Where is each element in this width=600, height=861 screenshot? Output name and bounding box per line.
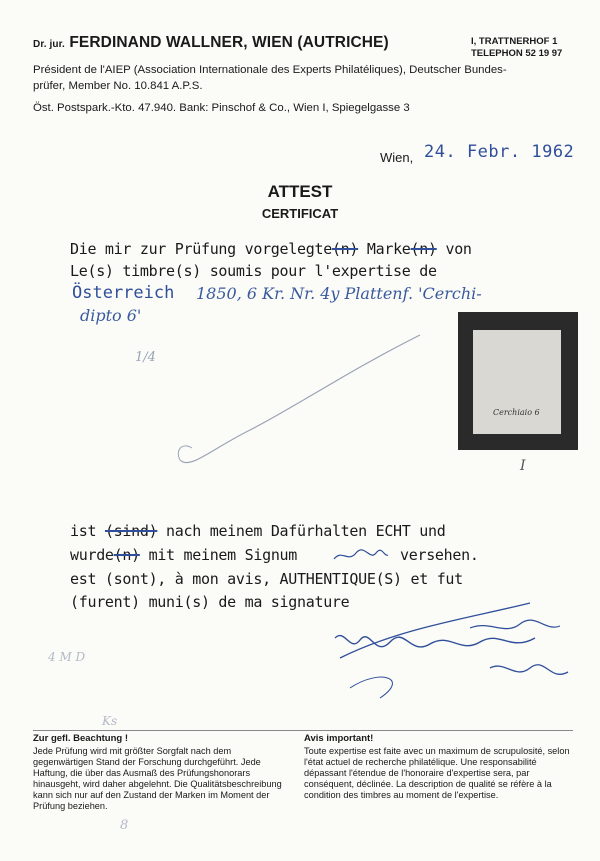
certificate-title: ATTEST [267, 182, 333, 201]
pencil-note-left-2: Ks [102, 714, 118, 728]
date-place: Wien, [380, 150, 414, 165]
address-line-1: I, TRATTNERHOF 1 [471, 36, 558, 47]
pencil-flourish [170, 330, 430, 480]
name-prefix: Dr. jur. [33, 39, 65, 50]
crossed-n-2: (n) [410, 240, 437, 258]
crossed-n-1: (n) [331, 240, 359, 258]
letterhead-address [471, 36, 562, 60]
body-line-3-pre: ist [70, 522, 105, 540]
footer-right-title: Avis important! [304, 733, 374, 744]
address-line-2: TELEPHON 52 19 97 [471, 48, 563, 59]
letterhead-name [33, 34, 389, 52]
stamp-mark: I [520, 458, 526, 474]
handwritten-description-1: 1850, 6 Kr. Nr. 4y Plattenf. 'Cerchi- [196, 284, 482, 303]
crossed-sind: (sind) [104, 522, 158, 540]
body-line-1 [70, 240, 472, 258]
expert-signature [320, 598, 580, 708]
pencil-note-left: 4 M D [48, 650, 86, 664]
letterhead-line-2: prüfer, Member No. 10.841 A.P.S. [33, 80, 203, 92]
body-line-1-mid: Marke [358, 240, 411, 258]
handwritten-description-2: dipto 6' [80, 306, 142, 325]
stamp-photo [473, 330, 561, 434]
footer-right-text: Toute expertise est faite avec un maximum de scrupulosité, selon l'état actuel de recherche philatélique. Une responsabilité dépassant l'étendue de l'honoraire d'expertise sera, par conséquent, déclinée. La description de qualité se réfère à la condition des timbres au moment de l'expertise. [304, 746, 570, 800]
footer-left-text: Jede Prüfung wird mit größter Sorgfalt nach dem gegenwärtigen Stand der Forschung durchgeführt. Jede Haftung, die über das Ausmaß des Prüfungshonorars hinausgeht, wird daher abgelehnt. Die Qualitätsbeschreibung kann sich nur auf den Zustand der Marken im Moment der Prüfung beziehen. [33, 746, 282, 811]
body-line-4-pre: wurde [70, 546, 114, 564]
pencil-note-bottom: 8 [120, 818, 129, 833]
body-line-3-post: nach meinem Dafürhalten ECHT und [157, 522, 446, 540]
body-line-1-pre: Die mir zur Prüfung vorgelegte [70, 240, 332, 258]
body-line-5: est (sont), à mon avis, AUTHENTIQUE(S) et fut [70, 570, 463, 588]
stamp-country: Österreich [72, 283, 175, 303]
body-line-2: Le(s) timbre(s) soumis pour l'expertise de [70, 262, 437, 280]
expert-name: FERDINAND WALLNER, WIEN (AUTRICHE) [69, 34, 389, 51]
body-line-6: (furent) muni(s) de ma signature [70, 593, 350, 611]
body-line-3 [70, 522, 445, 540]
certificate-subtitle: CERTIFICAT [261, 206, 339, 221]
pencil-note: 1/4 [135, 350, 156, 365]
date-value: 24. Febr. 1962 [424, 142, 575, 162]
body-line-4 [70, 546, 297, 564]
crossed-n-3: (n) [113, 546, 140, 564]
footer-divider [33, 730, 573, 731]
stamp-backside-note: Cerchiaio 6 [493, 408, 540, 417]
letterhead-line-3: Öst. Postspark.-Kto. 47.940. Bank: Pinschof & Co., Wien I, Spiegelgasse 3 [33, 102, 410, 114]
letterhead-line-1: Président de l'AIEP (Association Internationale des Experts Philatéliques), Deutscher Bundes- [33, 64, 507, 76]
footer-left-title: Zur gefl. Beachtung ! [33, 733, 128, 744]
body-line-4-end: versehen. [400, 546, 479, 564]
body-line-1-post: von [436, 240, 472, 258]
body-line-4-post: mit meinem Signum [139, 546, 298, 564]
signum-mark [332, 547, 390, 565]
